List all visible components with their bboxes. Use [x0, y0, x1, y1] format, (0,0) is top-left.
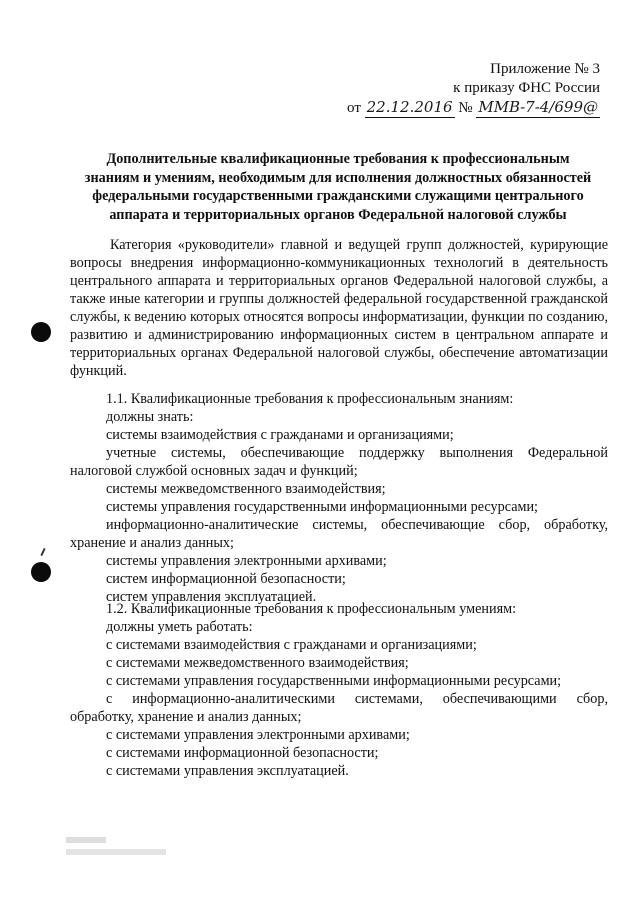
- list-item: системы управления электронными архивами;: [106, 553, 387, 569]
- number-prefix: №: [458, 100, 473, 116]
- order-reference: к приказу ФНС России: [453, 80, 600, 96]
- list-item: системы взаимодействия с гражданами и организациями;: [106, 427, 454, 443]
- list-item: с системами управления эксплуатацией.: [106, 763, 349, 779]
- section-lead: должны уметь работать:: [106, 619, 253, 635]
- section-lead: должны знать:: [106, 409, 194, 425]
- date-prefix: от: [347, 100, 361, 116]
- list-item: с системами взаимодействия с гражданами и организациями;: [106, 637, 477, 653]
- list-item: системы межведомственного взаимодействия;: [106, 481, 386, 497]
- punch-hole-upper: [31, 322, 51, 342]
- appendix-header: [300, 60, 600, 118]
- section-heading: 1.2. Квалификационные требования к профессиональным умениям:: [106, 601, 517, 617]
- document-title: Дополнительные квалификационные требования к профессиональным знаниям и умениям, необходимым для исполнения должностных обязанностей федеральными государственными гражданскими служащими центрального аппарата и территориальных органов Федеральной налоговой службы: [84, 151, 592, 223]
- list-item: с системами информационной безопасности;: [106, 745, 379, 761]
- section-knowledge: [70, 390, 608, 606]
- intro-paragraph: Категория «руководители» главной и ведущей групп должностей, курирующие вопросы внедрения информационно-коммуникационных технологий в деятельность центрального аппарата и территориальных органов Федеральной налоговой службы, а также иные категории и группы должностей федеральной государственной гражданской службы, к ведению которых относятся вопросы информатизации, функции по созданию, развитию и администрированию информационных систем в центральном аппарате и территориальных органах Федеральной налоговой службы, обеспечение автоматизации функций.: [70, 237, 608, 379]
- list-item: систем управления эксплуатацией.: [106, 589, 317, 605]
- list-item: систем информационной безопасности;: [106, 571, 346, 587]
- order-date: 22.12.2016: [366, 98, 453, 116]
- order-number: ММВ-7-4/699@: [478, 98, 598, 116]
- section-skills: [70, 600, 608, 780]
- list-item: с системами управления государственными информационными ресурсами;: [106, 673, 562, 689]
- list-item: с системами межведомственного взаимодействия;: [106, 655, 409, 671]
- appendix-number: Приложение № 3: [490, 61, 600, 77]
- intro-paragraph-block: [70, 236, 608, 380]
- faded-stamp: [66, 835, 176, 865]
- list-item: учетные системы, обеспечивающие поддержку выполнения Федеральной налоговой службой основных задач и функций;: [70, 445, 608, 479]
- list-item: с информационно-аналитическими системами, обеспечивающими сбор, обработку, хранение и анализ данных;: [70, 691, 608, 725]
- scan-mark: [40, 548, 45, 556]
- list-item: системы управления государственными информационными ресурсами;: [106, 499, 539, 515]
- section-heading: 1.1. Квалификационные требования к профессиональным знаниям:: [106, 391, 514, 407]
- punch-hole-lower: [31, 562, 51, 582]
- list-item: информационно-аналитические системы, обеспечивающие сбор, обработку, хранение и анализ данных;: [70, 517, 608, 551]
- list-item: с системами управления электронными архивами;: [106, 727, 410, 743]
- order-date-number: [300, 98, 600, 118]
